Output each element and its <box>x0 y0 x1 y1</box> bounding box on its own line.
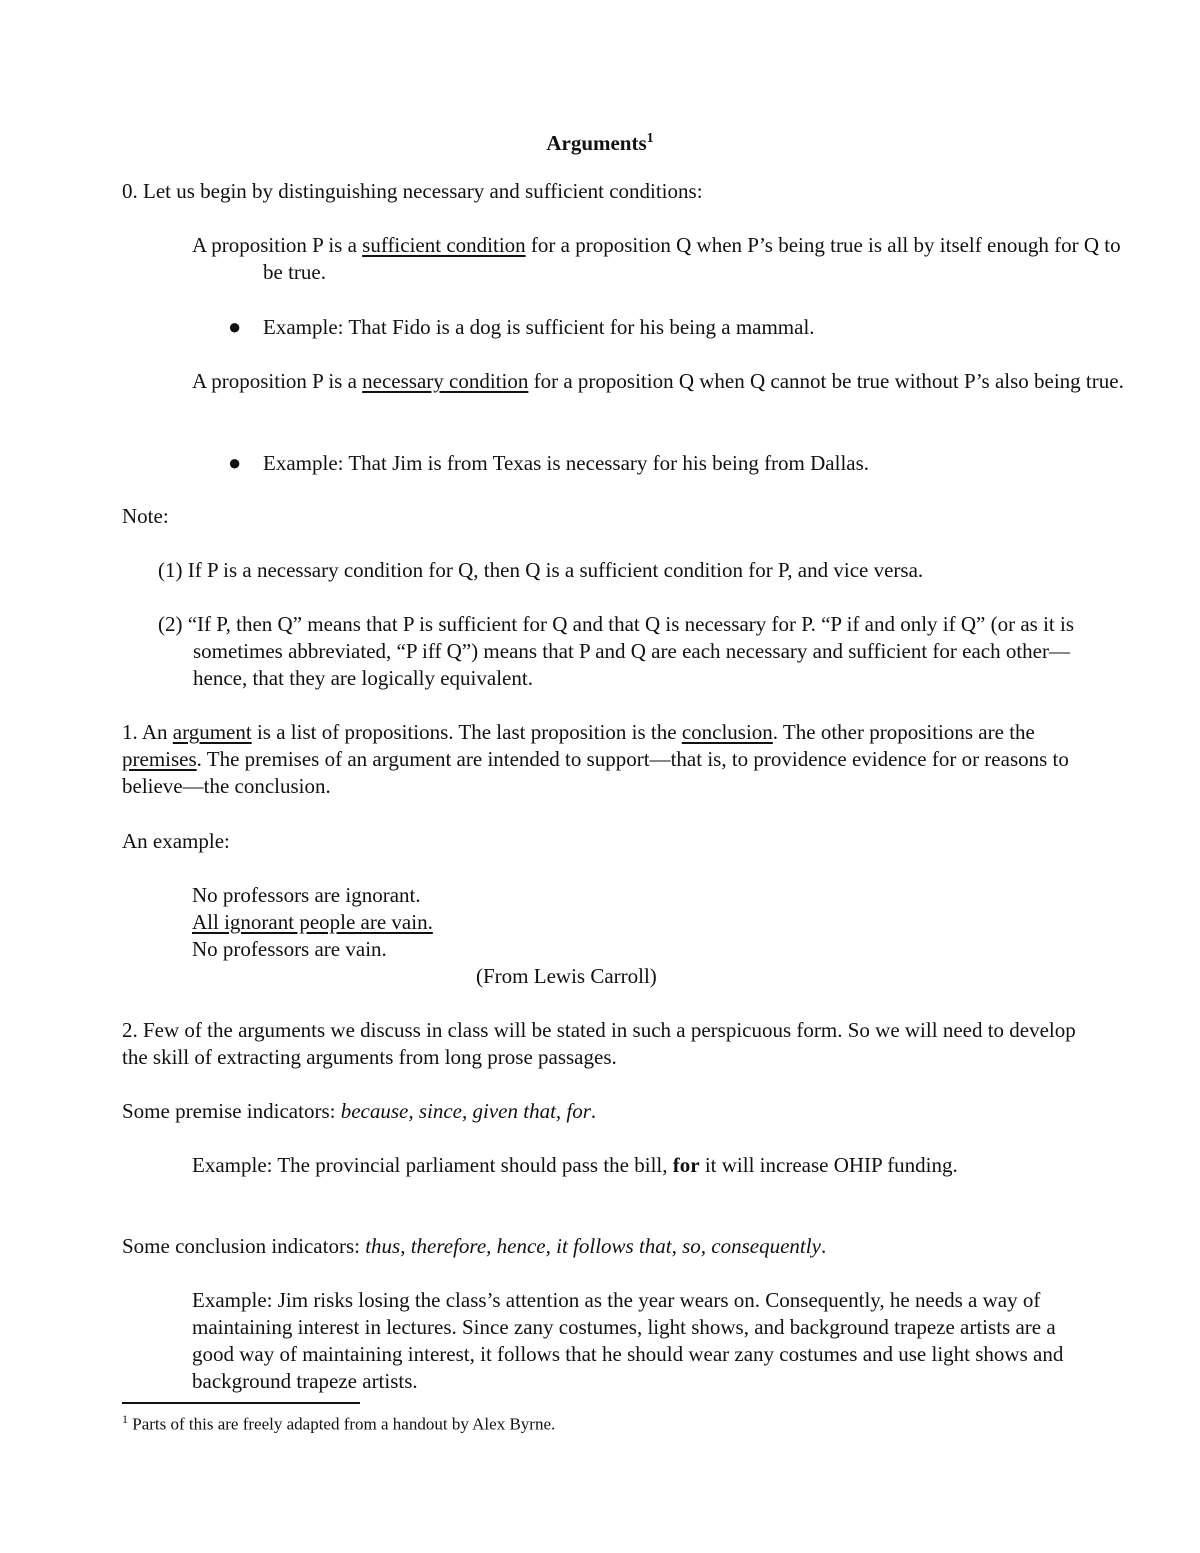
premise-line: All ignorant people are vain. <box>192 910 433 934</box>
term-premises: premises <box>122 747 197 771</box>
conclusion-line: No professors are vain. <box>192 937 387 961</box>
example-label: An example: <box>122 829 230 853</box>
footnote-divider <box>122 1402 360 1404</box>
conclusion-indicators: Some conclusion indicators: thus, therefore, hence, it follows that, so, consequently. <box>122 1234 827 1258</box>
note-1: (1) If P is a necessary condition for Q, then Q is a sufficient condition for P, and vice versa. <box>158 558 924 582</box>
term-argument: argument <box>172 720 252 744</box>
premise-indicators: Some premise indicators: because, since, given that, for. <box>122 1099 597 1123</box>
premise-example: Example: The provincial parliament should pass the bill, for it will increase OHIP funding. <box>192 1153 958 1177</box>
example-source: (From Lewis Carroll) <box>476 964 657 988</box>
section-1-paragraph: 1. An argument is a list of propositions. The last proposition is the conclusion. The other propositions are the premises. The premises of an argument are intended to support—that is, to providence evidence for or reasons to believe—the conclusion. <box>122 720 1069 798</box>
premise-line: No professors are ignorant. <box>192 883 421 907</box>
sufficient-example: ● Example: That Fido is a dog is sufficient for his being a mammal. <box>228 314 815 339</box>
necessary-condition-definition: A proposition P is a necessary condition for a proposition Q when Q cannot be true without P’s also being true. <box>192 369 1124 393</box>
note-label: Note: <box>122 504 169 528</box>
term-conclusion: conclusion <box>681 720 773 744</box>
example-argument <box>192 882 1072 963</box>
necessary-example: ● Example: That Jim is from Texas is necessary for his being from Dallas. <box>228 450 870 475</box>
term-necessary-condition: necessary condition <box>362 369 529 393</box>
note-2: (2) “If P, then Q” means that P is sufficient for Q and that Q is necessary for P. “P if and only if Q” (or as it is sometimes abbreviated, “P iff Q”) means that P and Q are each necessary and sufficient for each other—hence, that they are logically equivalent. <box>158 612 1075 690</box>
section-2-paragraph: 2. Few of the arguments we discuss in class will be stated in such a perspicuous form. So we will need to develop the skill of extracting arguments from long prose passages. <box>122 1018 1076 1069</box>
section-0-intro: 0. Let us begin by distinguishing necessary and sufficient conditions: <box>122 179 703 203</box>
bullet-icon: ● <box>228 314 242 339</box>
page-title: Arguments$^1$ <box>546 131 654 155</box>
title-footnote-mark: 1 <box>646 131 654 146</box>
footnote: $^1$ Parts of this are freely adapted from a handout by Alex Byrne. <box>122 1412 556 1434</box>
bullet-icon: ● <box>228 450 242 475</box>
sufficient-condition-definition: A proposition P is a sufficient condition for a proposition Q when P’s being true is all by itself enough for Q to be true. <box>192 233 1121 284</box>
footnote-mark: 1 <box>122 1412 128 1426</box>
term-sufficient-condition: sufficient condition <box>362 233 526 257</box>
conclusion-example: Example: Jim risks losing the class’s attention as the year wears on. Consequently, he needs a way of maintaining interest in lectures. Since zany costumes, light shows, and background trapeze artists are a good way of maintaining interest, it follows that he should wear zany costumes and use light shows and background trapeze artists. <box>192 1288 1064 1393</box>
